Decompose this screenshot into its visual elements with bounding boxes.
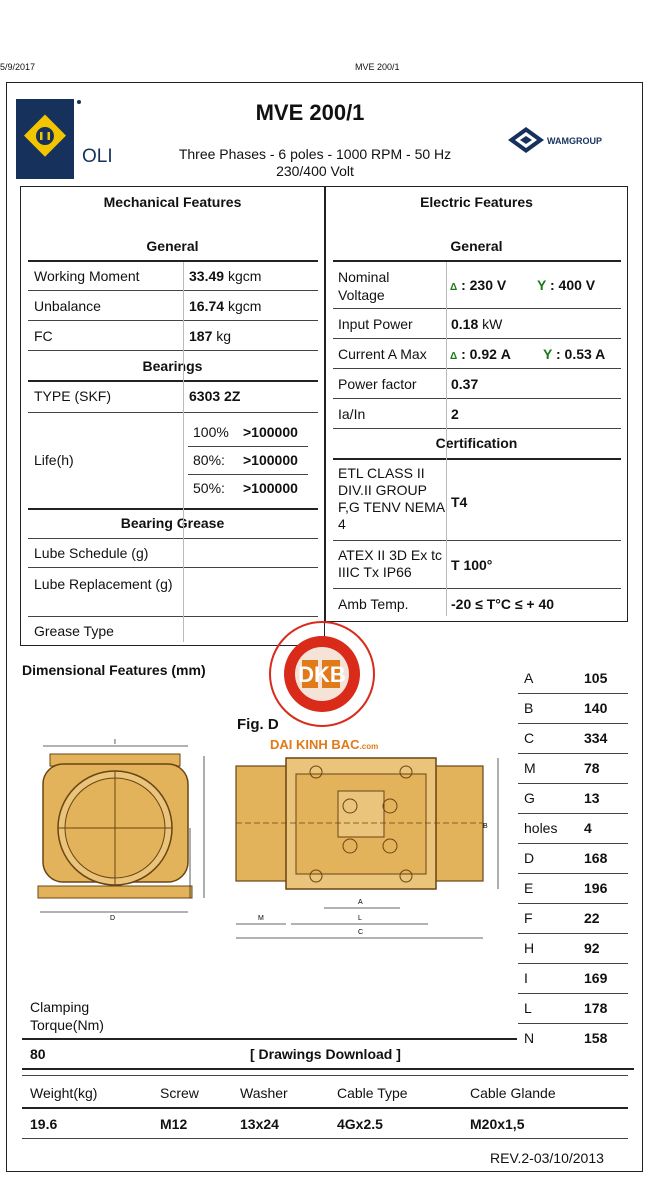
y-symbol-icon: Y xyxy=(543,346,553,362)
cable-glande-value: M20x1,5 xyxy=(470,1116,525,1132)
amb-temp-label: Amb Temp. xyxy=(338,596,409,612)
etl-label: ETL CLASS II DIV.II GROUP F,G TENV NEMA 4 xyxy=(338,465,445,532)
washer-header: Washer xyxy=(240,1085,288,1101)
dimension-key: L xyxy=(524,1000,532,1016)
dimension-row xyxy=(518,1024,628,1054)
header-code: MVE 200/1 xyxy=(355,62,400,72)
dimension-row xyxy=(518,844,628,874)
fc-unit: kg xyxy=(216,328,232,344)
etl-value: T4 xyxy=(451,494,468,510)
clamping-torque-value: 80 xyxy=(30,1046,46,1062)
iain-label: Ia/In xyxy=(338,406,366,422)
life-label: Life(h) xyxy=(34,452,74,468)
lube-schedule-label: Lube Schedule (g) xyxy=(34,545,149,561)
subtitle-line2: 230/400 Volt xyxy=(276,163,354,179)
svg-text:M: M xyxy=(258,915,264,922)
dimension-value: 334 xyxy=(584,730,608,746)
unbalance-value: 16.74 xyxy=(189,298,225,314)
dimension-value: 4 xyxy=(584,820,592,836)
wamgroup-logo xyxy=(506,126,546,159)
svg-text:DKB: DKB xyxy=(298,662,346,687)
dimension-key: F xyxy=(524,910,533,926)
life-value-100: >100000 xyxy=(243,424,298,440)
dimension-value: 169 xyxy=(584,970,608,986)
certification-title: Certification xyxy=(435,435,518,451)
type-skf-value: 6303 2Z xyxy=(189,388,241,404)
svg-text:I: I xyxy=(114,739,116,746)
delta-symbol-icon: Δ xyxy=(450,351,458,362)
svg-text:C: C xyxy=(358,929,364,936)
input-power-label: Input Power xyxy=(338,316,413,332)
dimension-value: 168 xyxy=(584,850,608,866)
dimension-value: 78 xyxy=(584,760,600,776)
mechanical-general-title: General xyxy=(146,238,199,254)
lube-replacement-label: Lube Replacement (g) xyxy=(34,576,173,592)
input-power-value: 0.18 xyxy=(451,316,479,332)
dimension-key: H xyxy=(524,940,535,956)
dimension-row xyxy=(518,784,628,814)
dimension-key: G xyxy=(524,790,535,806)
current-delta: 0.92 A xyxy=(469,346,511,362)
drawings-download-link[interactable]: [ Drawings Download ] xyxy=(250,1046,401,1062)
input-power-unit: kW xyxy=(482,316,503,332)
clamping-torque-label: Clamping Torque(Nm) xyxy=(30,999,104,1033)
wamgroup-wordmark: WAMGROUP xyxy=(547,136,602,146)
weight-header: Weight(kg) xyxy=(30,1085,98,1101)
dimension-value: 92 xyxy=(584,940,600,956)
fc-value: 187 xyxy=(189,328,213,344)
dimension-row xyxy=(518,754,628,784)
atex-value: T 100° xyxy=(451,557,493,573)
power-factor-label: Power factor xyxy=(338,376,417,392)
dimension-row xyxy=(518,934,628,964)
cable-glande-header: Cable Glande xyxy=(470,1085,556,1101)
fig-label: Fig. D xyxy=(237,716,279,733)
y-symbol-icon: Y xyxy=(537,277,547,293)
grease-type-label: Grease Type xyxy=(34,623,114,639)
dimension-row xyxy=(518,904,628,934)
dimension-value: 158 xyxy=(584,1030,608,1046)
dimension-key: N xyxy=(524,1030,535,1046)
svg-text:A: A xyxy=(358,899,363,906)
life-pct-100: 100% xyxy=(193,424,229,440)
weight-value: 19.6 xyxy=(30,1116,58,1132)
dimension-value: 13 xyxy=(584,790,600,806)
dimension-key: I xyxy=(524,970,528,986)
working-moment-label: Working Moment xyxy=(34,268,140,284)
delta-symbol-icon: Δ xyxy=(450,282,458,293)
oli-wordmark: OLI xyxy=(82,146,113,167)
dimension-key: A xyxy=(524,670,534,686)
screw-value: M12 xyxy=(160,1116,188,1132)
dimension-row xyxy=(518,964,628,994)
dimension-key: M xyxy=(524,760,536,776)
dimension-key: C xyxy=(524,730,535,746)
dimension-key: D xyxy=(524,850,535,866)
iain-value: 2 xyxy=(451,406,459,422)
company-stamp xyxy=(266,618,378,735)
nominal-voltage-delta: 230 V xyxy=(469,277,507,293)
product-title: MVE 200/1 xyxy=(255,100,365,125)
dimension-value: 196 xyxy=(584,880,608,896)
dimension-value: 140 xyxy=(584,700,608,716)
oli-logo-icon xyxy=(16,99,74,179)
dimension-row xyxy=(518,814,628,844)
dimension-row xyxy=(518,694,628,724)
type-skf-label: TYPE (SKF) xyxy=(34,388,112,404)
svg-text:L: L xyxy=(358,915,362,922)
power-factor-value: 0.37 xyxy=(451,376,479,392)
dimension-row xyxy=(518,994,628,1024)
amb-temp-value: -20 ≤ T°C ≤ + 40 xyxy=(451,596,555,612)
svg-text:B: B xyxy=(483,823,488,830)
dimensional-drawing xyxy=(28,736,508,961)
unbalance-label: Unbalance xyxy=(34,298,101,314)
subtitle-line1: Three Phases - 6 poles - 1000 RPM - 50 Hz xyxy=(178,146,452,162)
dimension-value: 105 xyxy=(584,670,608,686)
life-pct-50: 50%: xyxy=(193,480,225,496)
logo-dot xyxy=(77,100,81,104)
current-y: 0.53 A xyxy=(564,346,606,362)
svg-text:D: D xyxy=(110,915,116,922)
screw-header: Screw xyxy=(160,1085,199,1101)
working-moment-unit: kgcm xyxy=(227,268,262,284)
wamgroup-diamond-icon xyxy=(506,126,546,154)
revision-text: REV.2-03/10/2013 xyxy=(490,1150,604,1166)
dimension-key: B xyxy=(524,700,534,716)
stamp-seal-icon xyxy=(266,618,378,730)
dimension-key: E xyxy=(524,880,534,896)
dimension-value: 178 xyxy=(584,1000,608,1016)
motor-drawing-icon xyxy=(28,736,508,956)
dimension-row xyxy=(518,664,628,694)
unbalance-unit: kgcm xyxy=(227,298,262,314)
electric-title: Electric Features xyxy=(420,194,533,210)
washer-value: 13x24 xyxy=(240,1116,279,1132)
cable-type-header: Cable Type xyxy=(337,1085,408,1101)
electric-general-title: General xyxy=(450,238,503,254)
print-date: 5/9/2017 xyxy=(0,62,36,72)
atex-label: ATEX II 3D Ex tc IIIC Tx IP66 xyxy=(338,547,442,580)
life-value-50: >100000 xyxy=(243,480,298,496)
life-value-80: >100000 xyxy=(243,452,298,468)
cable-type-value: 4Gx2.5 xyxy=(337,1116,383,1132)
working-moment-value: 33.49 xyxy=(189,268,225,284)
life-pct-80: 80%: xyxy=(193,452,225,468)
nominal-voltage-y: 400 V xyxy=(558,277,596,293)
oli-logo xyxy=(16,99,74,179)
bearing-grease-title: Bearing Grease xyxy=(120,515,225,531)
mechanical-title: Mechanical Features xyxy=(103,194,242,210)
stamp-company-name: DAI KINH BAC.com xyxy=(270,737,379,752)
dimension-key: holes xyxy=(524,820,558,836)
bearings-title: Bearings xyxy=(142,358,203,374)
dimensional-title: Dimensional Features (mm) xyxy=(22,662,206,678)
current-label: Current A Max xyxy=(338,346,427,362)
dimension-row xyxy=(518,874,628,904)
dimension-value: 22 xyxy=(584,910,600,926)
nominal-voltage-label: Nominal Voltage xyxy=(338,269,390,303)
fc-label: FC xyxy=(34,328,53,344)
dimension-row xyxy=(518,724,628,754)
